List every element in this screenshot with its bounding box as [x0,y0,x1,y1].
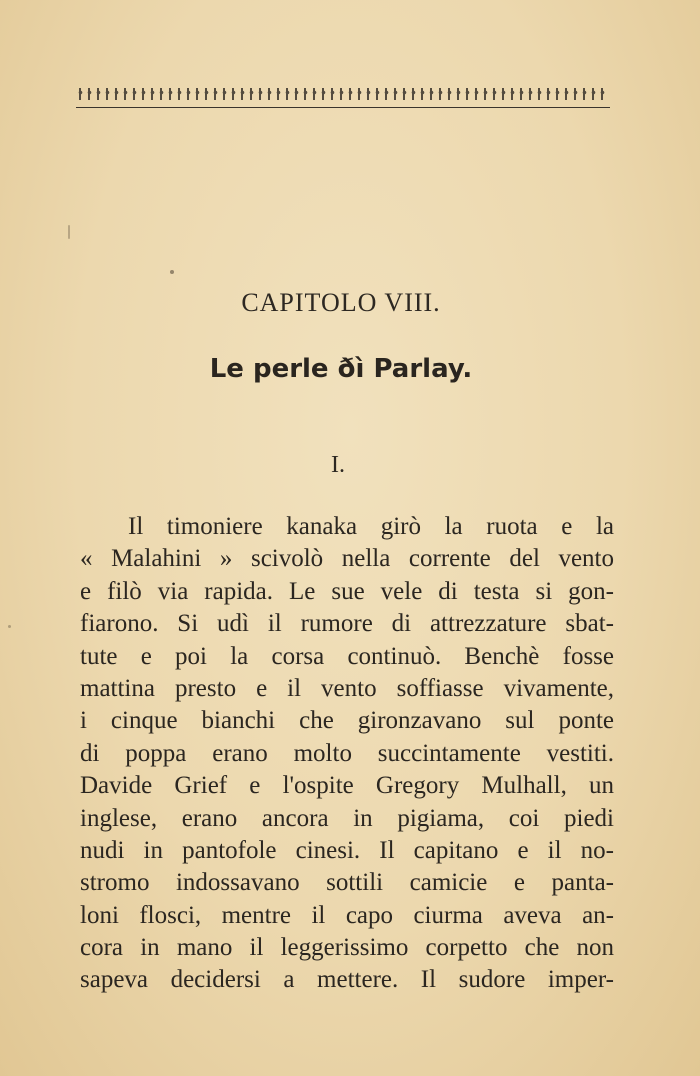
section-number: I. [331,452,345,478]
text-line: mattina presto e il vento soffiasse vivamente, [80,674,614,702]
paper-speck [68,225,70,239]
decorative-header-border [76,86,608,102]
text-line: sapeva decidersi a mettere. Il sudore imper- [80,966,614,994]
text-line: nudi in pantofole cinesi. Il capitano e il no- [80,836,614,864]
text-line: stromo indossavano sottili camicie e panta- [80,869,614,897]
chapter-number: CAPITOLO VIII. [241,288,441,317]
body-text [80,511,614,997]
text-line: loni flosci, mentre il capo ciurma aveva an- [80,901,614,929]
header-rule [76,107,610,108]
text-line: tute e poi la corsa continuò. Benchè fosse [80,642,614,670]
text-line: di poppa erano molto succintamente vestiti. [80,739,614,767]
text-line: fiarono. Si udì il rumore di attrezzature sbat- [80,610,614,638]
text-line: Il timoniere kanaka girò la ruota e la [128,513,614,540]
text-line: i cinque bianchi che gironzavano sul ponte [80,707,614,735]
paper-speck [170,270,174,274]
text-line: Davide Grief e l'ospite Gregory Mulhall, un [80,772,614,800]
text-line: e filò via rapida. Le sue vele di testa si gon- [80,577,614,605]
text-line: cora in mano il leggerissimo corpetto che non [80,934,614,962]
text-line: inglese, erano ancora in pigiama, coi piedi [80,804,614,832]
chapter-title: Le perle ðì Parlay. [209,354,473,384]
text-line: « Malahini » scivolò nella corrente del vento [80,545,614,573]
paper-speck [8,625,11,628]
